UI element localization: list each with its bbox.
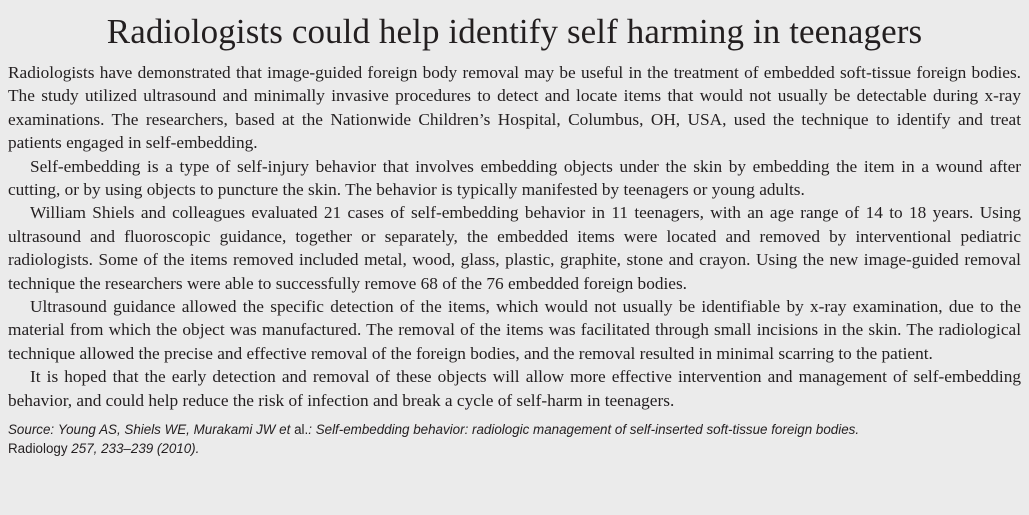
source-authors: Young AS, Shiels WE, Murakami JW et bbox=[57, 422, 291, 438]
source-label: Source: bbox=[8, 422, 55, 438]
source-et-al: al. bbox=[294, 422, 309, 438]
paragraph-3: William Shiels and colleagues evaluated 21 cases of self-embedding behavior in 11 teenagers, with an age range of 14 to 18 years. Using ultrasound and fluoroscopic guidance, together or separately, the embedded items were located and removed by interventional pediatric radiologists. Some of the items removed included metal, wood, glass, plastic, graphite, stone and crayon. Using the new image-guided removal technique the researchers were able to successfully remove 68 of the 76 embedded foreign bodies. bbox=[8, 203, 1021, 293]
source-title: Self-embedding behavior: radiologic management of self-inserted soft-tissue foreign bodies. bbox=[315, 422, 860, 438]
source-citation bbox=[8, 420, 1021, 458]
source-volume-pages: 257, 233–239 (2010). bbox=[71, 441, 200, 457]
article-title: Radiologists could help identify self harming in teenagers bbox=[106, 12, 923, 51]
paragraph-4: Ultrasound guidance allowed the specific detection of the items, which would not usually be identifiable by x-ray examination, due to the material from which the object was manufactured. The removal of the items was facilitated through small incisions in the skin. The radiological technique allowed the precise and effective removal of the foreign bodies, and the removal resulted in minimal scarring to the patient. bbox=[8, 297, 1021, 363]
source-journal: Radiology bbox=[8, 441, 68, 457]
article-body bbox=[8, 61, 1021, 412]
paragraph-1: Radiologists have demonstrated that image-guided foreign body removal may be useful in the treatment of embedded soft-tissue foreign bodies. The study utilized ultrasound and minimally invasive procedures to detect and locate items that would not usually be detectable during x-ray examinations. The researchers, based at the Nationwide Children’s Hospital, Columbus, OH, USA, used the technique to identify and treat patients engaged in self-embedding. bbox=[8, 63, 1021, 153]
paragraph-2: Self-embedding is a type of self-injury behavior that involves embedding objects under the skin by embedding the item in a wound after cutting, or by using objects to puncture the skin. The behavior is typically manifested by teenagers or young adults. bbox=[8, 156, 1021, 200]
paragraph-5: It is hoped that the early detection and removal of these objects will allow more effective intervention and management of self-embedding behavior, and could help reduce the risk of infection and break a cycle of self-harm in teenagers. bbox=[8, 367, 1021, 410]
source-colon: : bbox=[308, 422, 312, 438]
